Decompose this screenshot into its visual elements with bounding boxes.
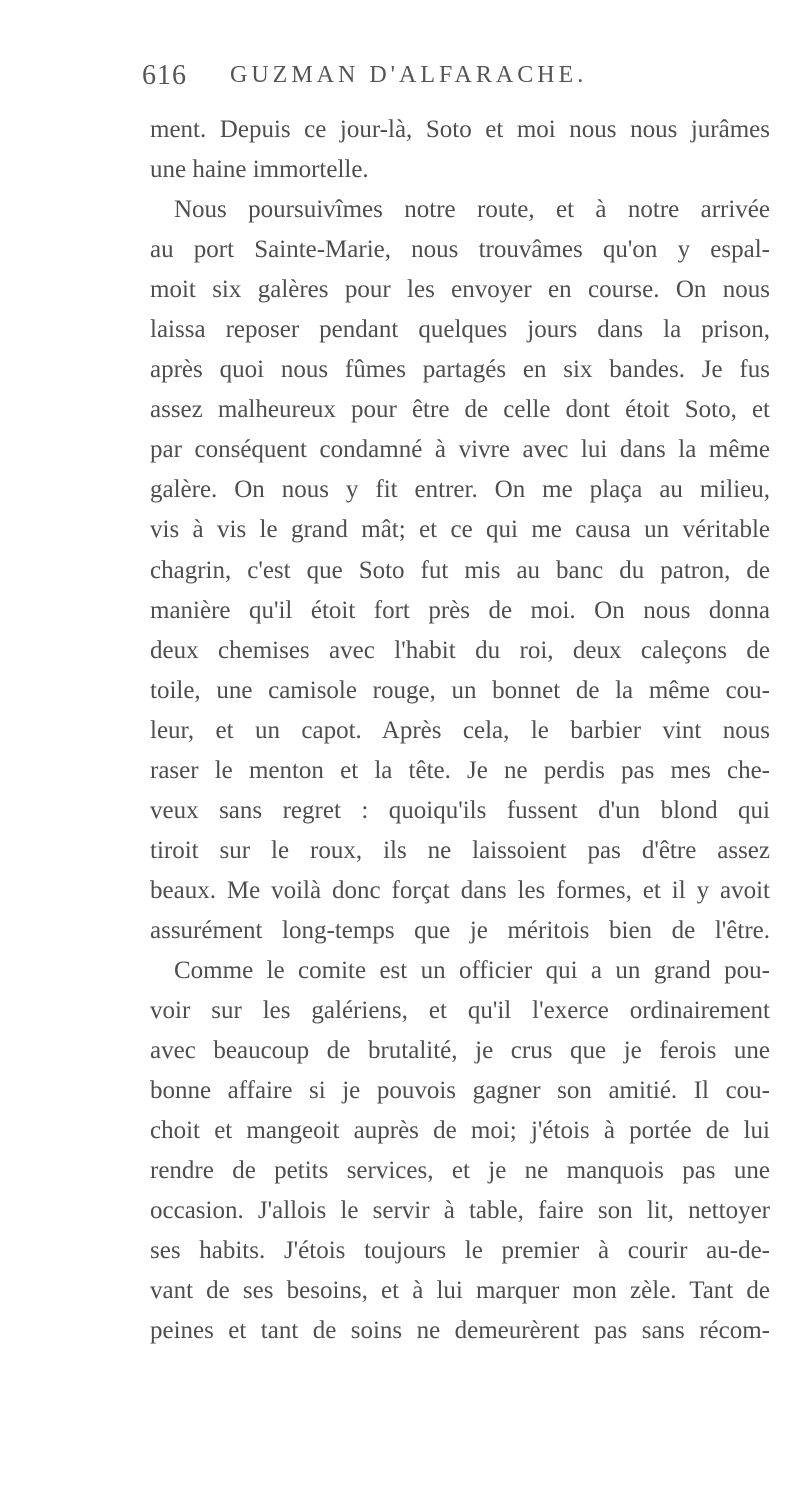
running-head: GUZMAN D'ALFARACHE. [230, 62, 588, 88]
text-line: veux sans regret : quoiqu'ils fussent d'un blond qui [150, 796, 770, 824]
text-line: toile, une camisole rouge, un bonnet de la même cou- [150, 676, 770, 704]
text-line: rendre de petits services, et je ne manquois pas une [150, 1157, 770, 1185]
body-text [150, 110, 770, 1351]
text-line: beaux. Me voilà donc forçat dans les formes, et il y avoit [150, 876, 770, 904]
text-line: voir sur les galériens, et qu'il l'exerce ordinairement [150, 997, 770, 1025]
text-line: après quoi nous fûmes partagés en six bandes. Je fus [150, 356, 770, 384]
text-line: moit six galères pour les envoyer en course. On nous [150, 276, 770, 304]
text-line: assurément long-temps que je méritois bien de l'être. [150, 916, 770, 944]
text-line: choit et mangeoit auprès de moi; j'étois à portée de lui [150, 1117, 770, 1145]
text-line: une haine immortelle. [150, 156, 369, 184]
text-line: bonne affaire si je pouvois gagner son amitié. Il cou- [150, 1077, 770, 1105]
text-line: chagrin, c'est que Soto fut mis au banc du patron, de [150, 556, 770, 584]
text-line: tiroit sur le roux, ils ne laissoient pas d'être assez [150, 836, 770, 864]
text-line: Comme le comite est un officier qui a un grand pou- [174, 956, 770, 984]
text-line: manière qu'il étoit fort près de moi. On nous donna [150, 596, 770, 624]
text-line: occasion. J'allois le servir à table, faire son lit, nettoyer [150, 1197, 770, 1225]
text-line: ses habits. J'étois toujours le premier à courir au-de- [150, 1237, 770, 1265]
text-line: raser le menton et la tête. Je ne perdis pas mes che- [150, 756, 770, 784]
text-line: galère. On nous y fit entrer. On me plaça au milieu, [150, 476, 770, 504]
text-line: Nous poursuivîmes notre route, et à notre arrivée [174, 196, 770, 224]
text-line: leur, et un capot. Après cela, le barbier vint nous [150, 716, 770, 744]
text-line: ment. Depuis ce jour-là, Soto et moi nous nous jurâmes [150, 116, 770, 143]
text-line: vis à vis le grand mât; et ce qui me causa un véritable [150, 516, 770, 544]
text-line: assez malheureux pour être de celle dont étoit Soto, et [150, 396, 770, 424]
page-number: 616 [142, 60, 187, 91]
text-line: vant de ses besoins, et à lui marquer mon zèle. Tant de [150, 1277, 770, 1305]
page-header [142, 60, 762, 100]
text-line: avec beaucoup de brutalité, je crus que je ferois une [150, 1037, 770, 1065]
text-line: laissa reposer pendant quelques jours dans la prison, [150, 316, 770, 344]
text-line: par conséquent condamné à vivre avec lui dans la même [150, 436, 770, 464]
text-line: peines et tant de soins ne demeurèrent pas sans récom- [150, 1317, 770, 1345]
text-line: au port Sainte-Marie, nous trouvâmes qu'on y espal- [150, 236, 770, 264]
text-line: deux chemises avec l'habit du roi, deux caleçons de [150, 636, 770, 664]
